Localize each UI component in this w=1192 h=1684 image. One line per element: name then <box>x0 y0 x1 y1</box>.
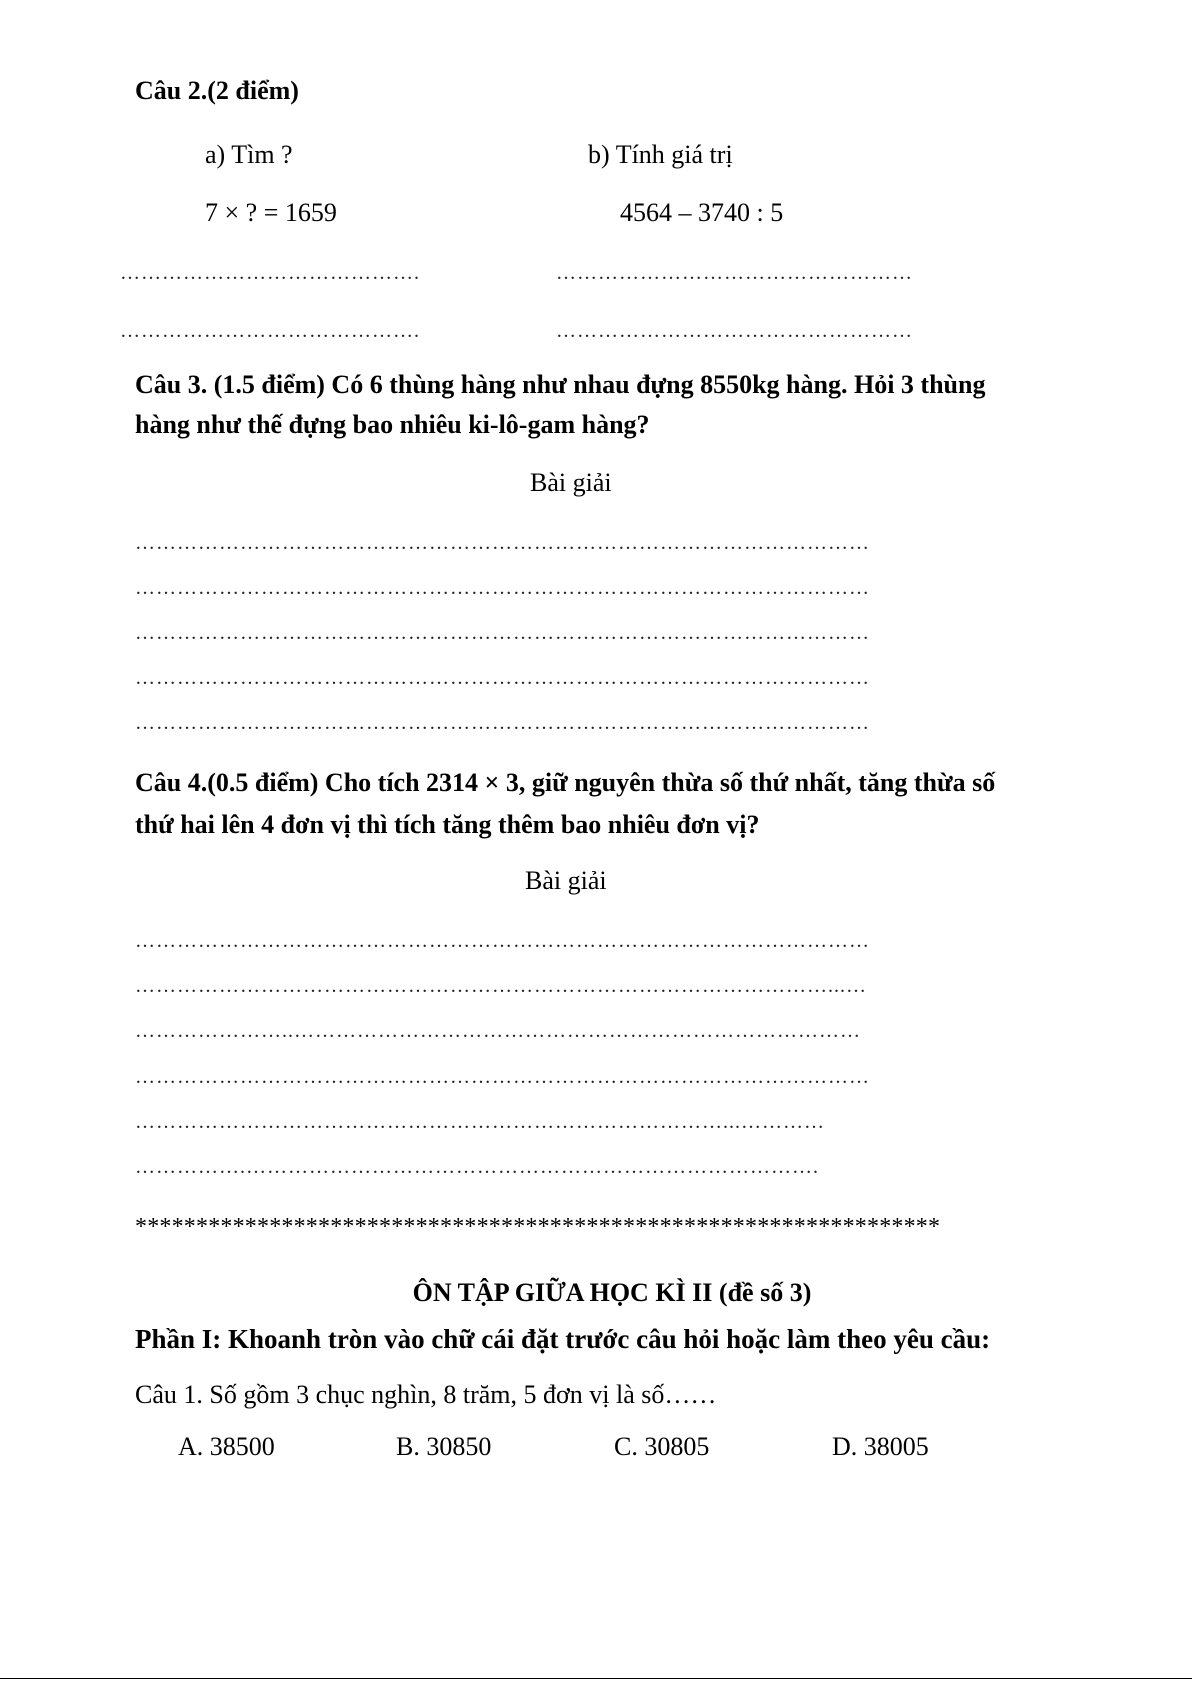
q4-answer-line-4[interactable]: …………………………………………………………………………………………… <box>135 1066 870 1088</box>
q4-answer-line-3[interactable]: …………………..……………………………………………………………………… <box>135 1020 861 1042</box>
option-d[interactable]: D. 38005 <box>832 1432 929 1461</box>
q2-b-answer-line-2[interactable]: …………………………………………… <box>556 320 913 342</box>
option-c[interactable]: C. 30805 <box>614 1432 710 1461</box>
q3-solution-label: Bài giải <box>530 468 612 497</box>
q2-title: Câu 2.(2 điểm) <box>135 76 299 105</box>
q3-answer-line-2[interactable]: …………………………………………………………………………………………… <box>135 577 870 599</box>
q4-question-line-2: thứ hai lên 4 đơn vị thì tích tăng thêm bao nhiêu đơn vị? <box>135 810 760 839</box>
page-bottom-rule <box>0 1678 1192 1679</box>
q4-answer-line-6[interactable]: …………….………………………………………………………………………. <box>135 1156 819 1178</box>
q2-a-label: a) Tìm ? <box>205 140 293 169</box>
part-title: Phần I: Khoanh tròn vào chữ cái đặt trước câu hỏi hoặc làm theo yêu cầu: <box>135 1324 991 1354</box>
q2-a-answer-line-1[interactable]: ……………………………………. <box>120 262 420 284</box>
q2-b-answer-line-1[interactable]: …………………………………………… <box>556 262 913 284</box>
option-b[interactable]: B. 30850 <box>396 1432 492 1461</box>
q2-b-expression: 4564 – 3740 : 5 <box>620 198 784 227</box>
section-heading: ÔN TẬP GIỮA HỌC KÌ II (đề số 3) <box>412 1278 812 1307</box>
asterisk-divider: ****************************************************************** <box>135 1214 941 1240</box>
q2-a-expression: 7 × ? = 1659 <box>205 198 337 227</box>
q4-question-line-1: Câu 4.(0.5 điểm) Cho tích 2314 × 3, giữ nguyên thừa số thứ nhất, tăng thừa số <box>135 768 996 797</box>
q4-solution-label: Bài giải <box>525 866 607 895</box>
q3-question-line-1: Câu 3. (1.5 điểm) Có 6 thùng hàng như nhau đựng 8550kg hàng. Hỏi 3 thùng <box>135 370 986 399</box>
q4-answer-line-2[interactable]: ………………………………………………………………………………………...… <box>135 975 867 997</box>
q3-answer-line-1[interactable]: …………………………………………………………………………………………… <box>135 532 870 554</box>
q2-a-answer-line-2[interactable]: ……………………………………. <box>120 320 420 342</box>
q3-answer-line-3[interactable]: …………………………………………………………………………………………… <box>135 622 870 644</box>
q2-b-label: b) Tính giá trị <box>588 140 733 169</box>
q3-question-line-2: hàng như thế đựng bao nhiêu ki-lô-gam hàng? <box>135 410 650 439</box>
option-a[interactable]: A. 38500 <box>178 1432 275 1461</box>
q1-text: Câu 1. Số gồm 3 chục nghìn, 8 trăm, 5 đơn vị là số…… <box>135 1380 717 1409</box>
q4-answer-line-5[interactable]: …………………………………………………………………………...………… <box>135 1111 825 1133</box>
q3-answer-line-4[interactable]: …………………………………………………………………………………………… <box>135 667 870 689</box>
q3-answer-line-5[interactable]: …………………………………………………………………………………………… <box>135 712 870 734</box>
q4-answer-line-1[interactable]: …………………………………………………………………………………………… <box>135 930 870 952</box>
